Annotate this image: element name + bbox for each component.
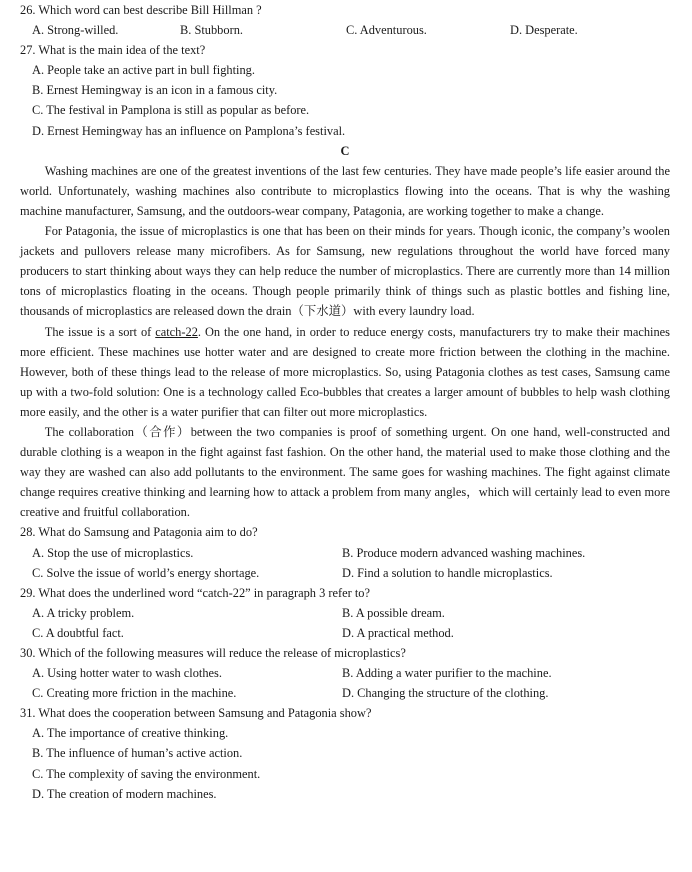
question-28-options-row-2 xyxy=(20,563,670,583)
q27-option-a: A. People take an active part in bull fighting. xyxy=(32,63,255,78)
q31-option-c: C. The complexity of saving the environment. xyxy=(32,766,261,781)
q30-option-d: D. Changing the structure of the clothing. xyxy=(342,686,549,701)
question-31-stem: 31. What does the cooperation between Samsung and Patagonia show? xyxy=(20,706,372,721)
question-29-stem: 29. What does the underlined word “catch-22” in paragraph 3 refer to? xyxy=(20,585,371,600)
question-26-stem: 26. Which word can best describe Bill Hillman ? xyxy=(20,3,262,17)
question-29-options-row-1 xyxy=(20,603,670,623)
q31-option-a: A. The importance of creative thinking. xyxy=(32,726,229,741)
passage-paragraph-4: The collaboration（合作）between the two companies is proof of something urgent. On one hand, well-constructed and durable clothing is a weapon in the fight against fast fashion. On the other hand, the material used to make those clothing and the way they are washed can also add pollutants to the environment. The same goes for washing machines. The fight against climate change requires creative thinking and learning how to attack a problem from many angles，which will certainly lead to even more creative and fruitful collaboration. xyxy=(20,424,670,520)
q27-option-b: B. Ernest Hemingway is an icon in a famous city. xyxy=(32,83,278,98)
question-27-stem: 27. What is the main idea of the text? xyxy=(20,43,206,58)
q28-option-b: B. Produce modern advanced washing machines. xyxy=(342,545,586,560)
question-28-stem: 28. What do Samsung and Patagonia aim to do? xyxy=(20,525,258,540)
question-30-options-row-1 xyxy=(20,663,670,683)
q31-option-b: B. The influence of human’s active action. xyxy=(32,746,243,761)
q26-option-a: A. Strong-willed. xyxy=(32,23,119,38)
q28-option-c: C. Solve the issue of world’s energy shortage. xyxy=(32,565,260,580)
question-28-options-row-1 xyxy=(20,543,670,563)
q26-option-c: C. Adventurous. xyxy=(346,23,427,38)
q28-option-a: A. Stop the use of microplastics. xyxy=(32,545,194,560)
q29-option-b: B. A possible dream. xyxy=(342,605,445,620)
q26-option-b: B. Stubborn. xyxy=(180,23,243,38)
section-heading: C xyxy=(340,143,350,158)
paragraph-3-rest: . On the one hand, in order to reduce energy costs, manufacturers try to make their machines more efficient. These machines use hotter water and are designed to create more friction between the clothing in the machine. However, both of these things lead to the release of more microplastics. So, using Patagonia clothes as test cases, Samsung came up with a two-fold solution: One is a technology called Eco-bubbles that creates a larger amount of bubbles to help wash clothing more easily, and the other is a water purifier that can filter out more microplastics. xyxy=(20,324,670,419)
passage-paragraph-2: For Patagonia, the issue of microplastics is one that has been on their minds for years. Though iconic, the company’s woolen jackets and pullovers release many microfibers. As for Samsung, new regulations throughout the world have forced many producers to start thinking about ways they can help reduce the number of microplastics. There are currently more than 14 million tons of microplastics floating in the oceans. Though people primarily think of things such as plastic bottles and fishing line, thousands of microplastics are released down the drain（下水道）with every laundry load. xyxy=(20,224,670,319)
q30-option-a: A. Using hotter water to wash clothes. xyxy=(32,666,222,681)
q29-option-d: D. A practical method. xyxy=(342,625,454,640)
question-29-options-row-2 xyxy=(20,623,670,643)
paragraph-3-start: The issue is a sort of xyxy=(44,324,156,339)
passage-paragraph-3 xyxy=(20,322,670,422)
passage-paragraph-1: Washing machines are one of the greatest inventions of the last few centuries. They have made people’s life easier around the world. Unfortunately, washing machines also contribute to microplastics flowing into the oceans. That is why the washing machine manufacturer, Samsung, and the outdoors-wear company, Patagonia, are working together to make a change. xyxy=(20,163,670,218)
q30-option-b: B. Adding a water purifier to the machine. xyxy=(342,666,552,681)
q27-option-d: D. Ernest Hemingway has an influence on Pamplona’s festival. xyxy=(32,123,346,138)
underlined-word: catch-22 xyxy=(155,324,198,339)
q26-option-d: D. Desperate. xyxy=(510,23,578,38)
q31-option-d: D. The creation of modern machines. xyxy=(32,786,217,801)
question-30-stem: 30. Which of the following measures will reduce the release of microplastics? xyxy=(20,646,406,660)
q29-option-c: C. A doubtful fact. xyxy=(32,625,124,640)
q30-option-c: C. Creating more friction in the machine. xyxy=(32,686,237,701)
q29-option-a: A. A tricky problem. xyxy=(32,605,135,620)
q27-option-c: C. The festival in Pamplona is still as popular as before. xyxy=(32,103,310,118)
q28-option-d: D. Find a solution to handle microplastics. xyxy=(342,565,553,580)
question-26-options xyxy=(20,20,670,40)
question-30-options-row-2 xyxy=(20,683,670,703)
